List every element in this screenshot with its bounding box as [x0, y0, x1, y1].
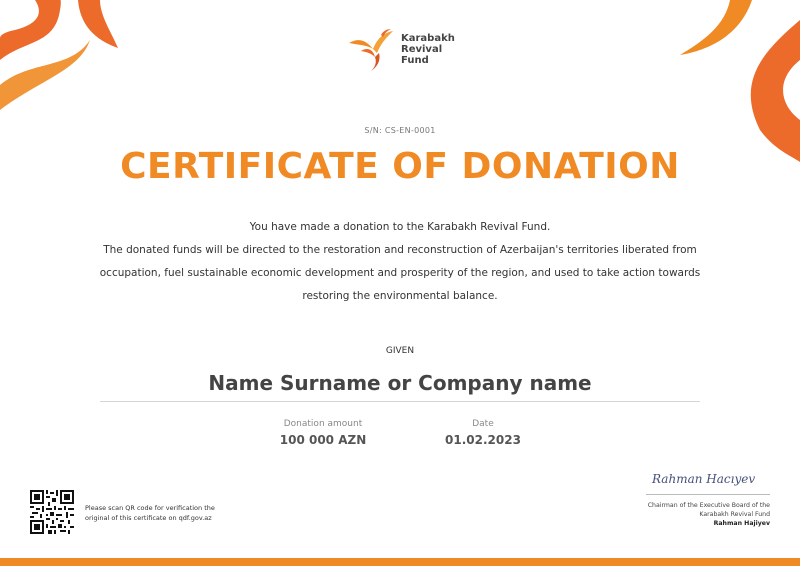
date-value: 01.02.2023 — [445, 433, 521, 447]
certificate-title: CERTIFICATE OF DONATION — [120, 146, 680, 187]
donation-amount-label: Donation amount — [283, 419, 363, 429]
date-field — [403, 419, 563, 447]
description-line-1: You have made a donation to the Karabakh Revival Fund. — [249, 221, 551, 233]
signatory-block — [600, 501, 770, 528]
description-line-2: The donated funds will be directed to the restoration and reconstruction of Azerbaijan's territories liberated from — [103, 244, 697, 256]
date-label: Date — [472, 419, 494, 429]
bottom-accent-bar — [0, 558, 800, 566]
logo-text — [401, 33, 455, 66]
logo-line-1: Karabakh — [401, 32, 455, 44]
qr-note-line-2: original of this certificate on qdf.gov.az — [85, 514, 212, 522]
qr-code-icon[interactable] — [30, 490, 74, 534]
qr-verification-note — [85, 503, 245, 523]
signatory-title-line-2: Karabakh Revival Fund — [699, 511, 770, 518]
logo-line-2: Revival — [401, 43, 443, 55]
top-left-corner-ornament — [0, 0, 130, 115]
karabakh-revival-fund-logo — [347, 27, 455, 71]
top-right-corner-ornament — [670, 0, 800, 165]
description-line-3: occupation, fuel sustainable economic development and prosperity of the region, and used to take action towards — [99, 267, 701, 279]
signature-line — [646, 494, 770, 495]
recipient-underline — [100, 401, 700, 402]
serial-number: S/N: CS-EN-0001 — [364, 126, 436, 135]
signatory-name: Rahman Hajiyev — [713, 520, 770, 527]
signatory-title-line-1: Chairman of the Executive Board of the — [647, 502, 770, 509]
donation-amount-field — [243, 419, 403, 447]
certificate-description — [60, 216, 740, 308]
logo-line-3: Fund — [401, 54, 429, 66]
qr-note-line-1: Please scan QR code for verification the — [85, 504, 215, 512]
donation-amount-value: 100 000 AZN — [279, 433, 367, 447]
given-label: GIVEN — [385, 346, 415, 356]
recipient-name: Name Surname or Company name — [208, 371, 592, 395]
handwritten-signature: Rahman Hacıyev — [652, 472, 756, 486]
description-line-4: restoring the environmental balance. — [302, 290, 498, 302]
bird-logo-icon — [347, 27, 395, 71]
